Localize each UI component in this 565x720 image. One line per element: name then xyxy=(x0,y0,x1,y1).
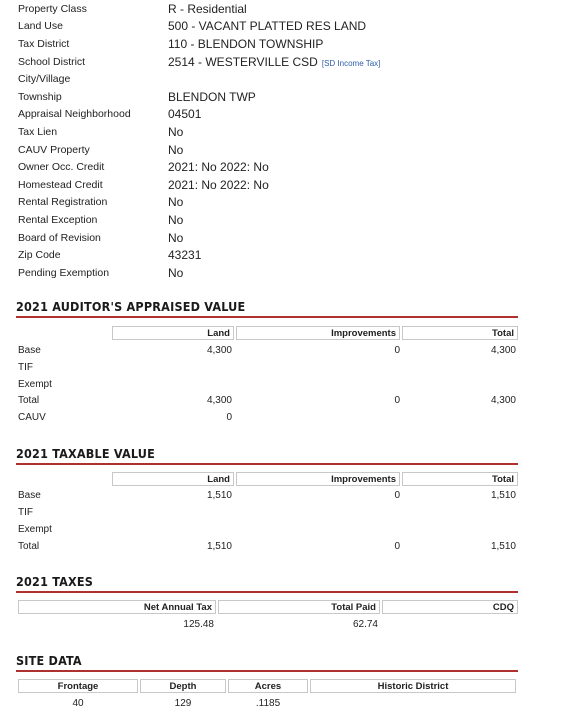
info-value xyxy=(168,70,380,88)
site-depth-value: 129 xyxy=(174,698,192,709)
info-value: No xyxy=(168,265,184,280)
taxes-net-annual-tax-value: 125.48 xyxy=(183,619,214,630)
taxable-header-improvements: Improvements xyxy=(236,472,400,486)
taxable-header-total: Total xyxy=(402,472,518,486)
info-label: Zip Code xyxy=(18,249,61,262)
info-value: 110 - BLENDON TOWNSHIP xyxy=(168,36,324,51)
site-header-depth: Depth xyxy=(140,679,226,693)
info-value: No xyxy=(168,124,184,139)
taxes-header-net-annual-tax: Net Annual Tax xyxy=(18,600,216,614)
info-label: School District xyxy=(18,55,86,68)
info-label: Rental Registration xyxy=(18,196,108,209)
info-label: Owner Occ. Credit xyxy=(18,161,105,174)
info-row-tax-district xyxy=(18,35,380,53)
site-header-acres: Acres xyxy=(228,679,308,693)
appraised-row-tif-label: TIF xyxy=(18,362,33,373)
appraised-header-total: Total xyxy=(402,326,518,340)
info-value: No xyxy=(168,195,184,210)
site-frontage-value: 40 xyxy=(72,698,84,709)
info-label: CAUV Property xyxy=(18,143,90,156)
appraised-base-total: 4,300 xyxy=(490,345,516,356)
appraised-header-improvements: Improvements xyxy=(236,326,400,340)
info-label: Township xyxy=(18,90,62,103)
appraised-value-title: 2021 AUDITOR'S APPRAISED VALUE xyxy=(16,299,518,318)
info-value: 2021: No 2022: No xyxy=(168,160,269,175)
info-value: No xyxy=(168,212,184,227)
appraised-cauv-land: 0 xyxy=(226,412,232,423)
info-row-property-class xyxy=(18,0,380,18)
info-row-rental-exception xyxy=(18,211,380,229)
info-value: No xyxy=(168,230,184,245)
info-label: Tax District xyxy=(18,37,70,50)
site-data-title: SITE DATA xyxy=(16,653,518,672)
info-value: BLENDON TWP xyxy=(168,89,256,104)
appraised-base-land: 4,300 xyxy=(206,345,232,356)
taxable-value-title: 2021 TAXABLE VALUE xyxy=(16,446,518,465)
taxable-total-land: 1,510 xyxy=(206,541,232,552)
info-row-tax-lien xyxy=(18,123,380,141)
taxes-header-total-paid: Total Paid xyxy=(218,600,380,614)
sd-income-tax-link[interactable]: [SD Income Tax] xyxy=(321,58,381,68)
site-acres-value: .1185 xyxy=(255,698,281,709)
site-header-frontage: Frontage xyxy=(18,679,138,693)
info-row-appraisal-neighborhood xyxy=(18,106,380,124)
info-value xyxy=(168,53,380,71)
info-row-school-district xyxy=(18,53,380,71)
info-label: Property Class xyxy=(18,2,87,15)
info-row-owner-occ-credit xyxy=(18,158,380,176)
info-value: 43231 xyxy=(168,248,202,263)
info-row-township xyxy=(18,88,380,106)
taxable-row-base-label: Base xyxy=(18,490,41,501)
appraised-total-land: 4,300 xyxy=(206,395,232,406)
property-info-table xyxy=(18,0,380,282)
taxes-header-cdq: CDQ xyxy=(382,600,518,614)
info-row-homestead-credit xyxy=(18,176,380,194)
appraised-header-land: Land xyxy=(112,326,234,340)
appraised-row-exempt-label: Exempt xyxy=(18,379,52,390)
info-label: City/Village xyxy=(18,73,71,86)
school-district-value: 2514 - WESTERVILLE CSD xyxy=(168,54,318,69)
taxable-row-tif-label: TIF xyxy=(18,507,33,518)
info-value: 2021: No 2022: No xyxy=(168,177,269,192)
info-row-board-of-revision xyxy=(18,229,380,247)
appraised-total-total: 4,300 xyxy=(490,395,516,406)
taxable-row-exempt-label: Exempt xyxy=(18,524,52,535)
info-row-cauv-property xyxy=(18,141,380,159)
info-value: R - Residential xyxy=(168,1,247,16)
taxable-base-land: 1,510 xyxy=(206,490,232,501)
taxes-title: 2021 TAXES xyxy=(16,574,518,593)
taxable-base-improvements: 0 xyxy=(394,490,400,501)
info-value: 500 - VACANT PLATTED RES LAND xyxy=(168,19,367,34)
info-row-pending-exemption xyxy=(18,264,380,282)
info-label: Board of Revision xyxy=(18,231,101,244)
info-label: Homestead Credit xyxy=(18,178,103,191)
appraised-total-improvements: 0 xyxy=(394,395,400,406)
info-value: 04501 xyxy=(168,107,202,122)
info-label: Rental Exception xyxy=(18,213,98,226)
site-header-historic-district: Historic District xyxy=(310,679,516,693)
info-label: Land Use xyxy=(18,20,63,33)
info-row-zip-code xyxy=(18,246,380,264)
taxable-total-total: 1,510 xyxy=(490,541,516,552)
appraised-row-total-label: Total xyxy=(18,395,40,406)
info-value: No xyxy=(168,142,184,157)
taxable-header-land: Land xyxy=(112,472,234,486)
appraised-base-improvements: 0 xyxy=(394,345,400,356)
taxable-total-improvements: 0 xyxy=(394,541,400,552)
info-row-land-use xyxy=(18,18,380,36)
taxable-row-total-label: Total xyxy=(18,541,40,552)
info-label: Appraisal Neighborhood xyxy=(18,108,131,121)
taxes-total-paid-value: 62.74 xyxy=(352,619,378,630)
info-label: Tax Lien xyxy=(18,125,58,138)
info-row-rental-registration xyxy=(18,194,380,212)
taxable-base-total: 1,510 xyxy=(490,490,516,501)
appraised-row-cauv-label: CAUV xyxy=(18,412,46,423)
appraised-row-base-label: Base xyxy=(18,345,41,356)
info-row-city-village xyxy=(18,70,380,88)
info-label: Pending Exemption xyxy=(18,266,110,279)
